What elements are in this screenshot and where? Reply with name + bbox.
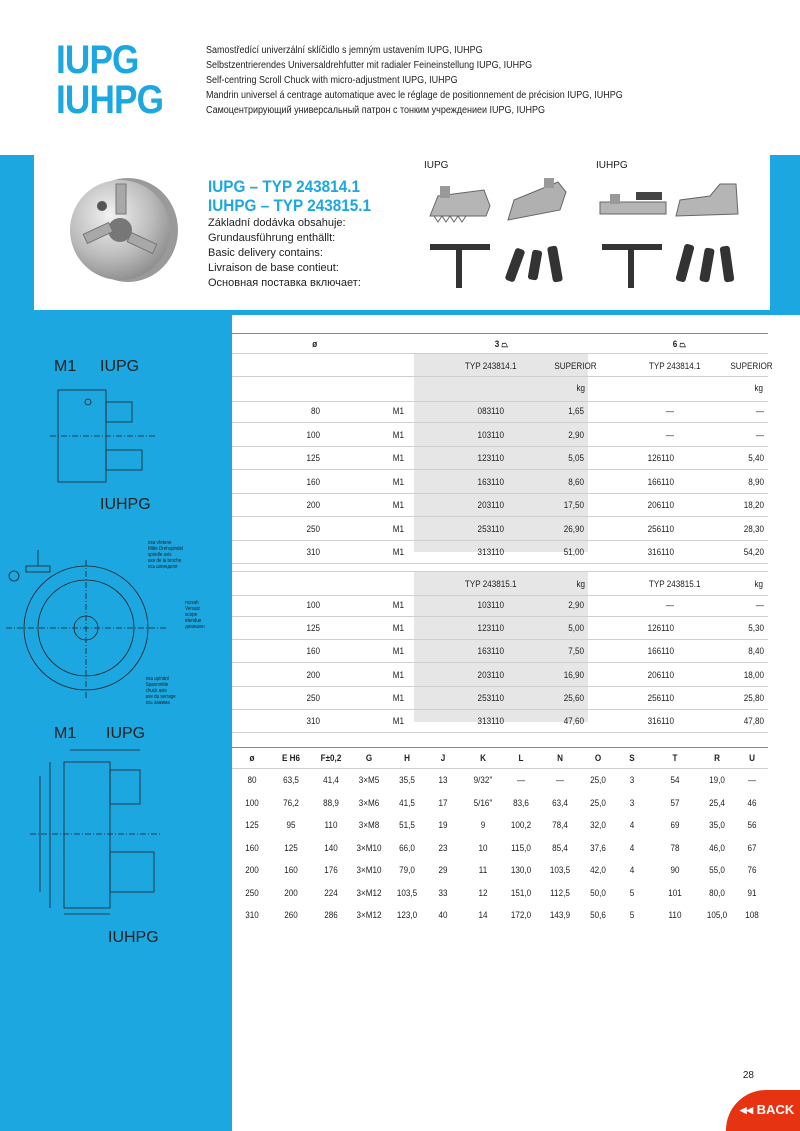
note-line: Versatz: [185, 606, 201, 612]
table3-col-header: J: [440, 753, 446, 763]
note-line: диапазон: [185, 624, 205, 630]
table-cell: —: [755, 429, 764, 440]
table-cell: 25,60: [563, 692, 584, 703]
note-line: rozsah: [185, 600, 199, 606]
table-cell: 115,0: [511, 842, 531, 853]
table-cell: 56: [747, 820, 757, 830]
section-drawing-2: [20, 742, 170, 920]
row-rule: [232, 639, 768, 640]
table-cell: 46: [747, 797, 757, 808]
table-cell: —: [747, 775, 757, 785]
table-cell: 54: [670, 775, 680, 785]
table-cell: 083110: [477, 406, 504, 416]
table-cell: 42,0: [590, 865, 606, 875]
jaw-photo-iuhpg-2: [670, 176, 744, 232]
table-cell: 313110: [477, 716, 504, 726]
table-cell: —: [555, 775, 565, 785]
note-scope: [185, 600, 205, 630]
table-cell: —: [665, 406, 674, 416]
table-cell: M1: [392, 523, 404, 534]
table-cell: 13: [438, 775, 448, 785]
table-cell: 55,0: [709, 865, 725, 875]
jaw-photo-iupg-2: [500, 176, 574, 232]
col-6-jaw: 6 ⏢: [672, 339, 686, 349]
table3-col-header: R: [714, 753, 720, 763]
description-en: Self-centring Scroll Chuck with micro-adjustment IUPG, IUHPG: [206, 75, 458, 86]
table-cell: 37,6: [590, 842, 606, 853]
table-cell: 46,0: [709, 842, 725, 853]
side-label-m1: M1: [54, 358, 77, 375]
table-cell: 140: [324, 842, 338, 853]
rule: [232, 595, 768, 596]
table-cell: 18,20: [743, 500, 764, 510]
table-cell: 25,4: [709, 797, 725, 808]
unit-kg2: kg: [754, 383, 764, 393]
table-cell: 4: [629, 865, 635, 875]
table-cell: 63,5: [283, 775, 299, 785]
t2-sub-typ2: TYP 243815.1: [648, 579, 701, 589]
screws-photo-iupg: [500, 236, 574, 292]
table-cell: 5/16": [473, 797, 493, 808]
col-6-label: 6: [672, 339, 678, 349]
chuck-photo: [62, 170, 182, 290]
table-cell: 313110: [477, 547, 504, 557]
table-cell: —: [516, 775, 526, 785]
table-cell: 163110: [477, 476, 504, 487]
table-cell: 88,9: [323, 797, 339, 808]
t2-sub-typ1: TYP 243815.1: [464, 579, 517, 589]
delivery-line: Livraison de base contieut:: [208, 262, 339, 274]
table-cell: 123110: [477, 453, 504, 463]
table-cell: 200: [306, 500, 320, 510]
note-line: scope: [185, 612, 198, 618]
table-cell: 160: [306, 476, 320, 487]
table-cell: 200: [284, 887, 298, 898]
unit-kg1: kg: [576, 383, 586, 393]
table-cell: 5,00: [568, 623, 584, 634]
table-cell: 51,00: [563, 547, 584, 557]
table-cell: 4: [629, 842, 635, 853]
table-cell: 250: [306, 523, 320, 534]
table3-col-header: L: [518, 753, 524, 763]
sub-typ1: TYP 243814.1: [464, 361, 517, 371]
table-cell: 40: [438, 910, 448, 920]
table-cell: 253110: [477, 692, 504, 703]
table-cell: M1: [392, 429, 404, 440]
table-cell: 8,40: [748, 646, 764, 657]
table-cell: 76: [747, 865, 757, 875]
table-cell: 26,90: [563, 523, 584, 534]
table-cell: 50,6: [590, 910, 606, 920]
table-cell: 316110: [647, 716, 674, 726]
table-cell: 2,90: [568, 600, 584, 610]
table-cell: 35,0: [709, 820, 725, 830]
table-cell: 110: [668, 910, 682, 920]
table-cell: 125: [245, 820, 259, 830]
table-cell: 10: [478, 842, 488, 853]
table-cell: 3×M10: [356, 865, 382, 875]
table-cell: 166110: [647, 646, 674, 657]
table-cell: 103,5: [396, 887, 418, 898]
page-number: 28: [742, 1070, 754, 1081]
col-3-jaw: 3 ⏢: [494, 339, 508, 349]
table-cell: 200: [306, 669, 320, 680]
note-line: axe de la broche: [147, 558, 182, 564]
table-cell: 100: [306, 600, 320, 610]
delivery-contents-text: [208, 216, 361, 291]
note-spindle-axis: [148, 540, 183, 570]
table-cell: 5: [629, 887, 635, 898]
table-cell: 286: [324, 910, 338, 920]
table-cell: 108: [745, 910, 759, 920]
table-cell: 103110: [477, 429, 504, 440]
side-label-m1-2: M1: [54, 725, 77, 742]
key-photo-iupg: [424, 236, 498, 292]
table-cell: 5,30: [748, 623, 764, 634]
table-cell: 310: [245, 910, 259, 920]
table-cell: 63,4: [552, 797, 568, 808]
note-line: ось зажима: [145, 700, 170, 706]
back-label: BACK: [756, 1102, 795, 1117]
table-cell: 260: [284, 910, 298, 920]
table-cell: 4: [629, 820, 635, 830]
table3-rule: [232, 747, 768, 748]
note-line: osa upínání: [145, 676, 170, 682]
table-cell: 14: [478, 910, 488, 920]
note-line: chuck axis: [145, 688, 167, 694]
table-cell: 51,5: [399, 820, 415, 830]
row-rule: [232, 732, 768, 733]
table-cell: 160: [306, 646, 320, 657]
table-cell: M1: [392, 500, 404, 510]
table-cell: 203110: [477, 500, 504, 510]
table-cell: 160: [284, 865, 298, 875]
table-cell: 76,2: [283, 797, 299, 808]
table3-col-header: F±0,2: [320, 753, 342, 763]
description-ru: Самоцентрирующий универсальный патрон с тонким учреждениеи IUPG, IUHPG: [206, 105, 546, 116]
key-photo-iuhpg: [596, 236, 670, 292]
description-block: [206, 43, 623, 118]
table-cell: 206110: [647, 669, 674, 680]
note-chuck-axis: [146, 676, 176, 706]
screws-photo-iuhpg: [670, 236, 744, 292]
label-iuhpg-images: IUHPG: [596, 160, 628, 171]
table-cell: 112,5: [550, 887, 570, 898]
table-cell: 69: [670, 820, 680, 830]
table3-col-header: U: [749, 753, 755, 763]
side-label-iupg-2: IUPG: [106, 725, 146, 742]
note-line: ось шпинделя: [147, 564, 178, 570]
table-cell: 200: [245, 865, 259, 875]
table-cell: 100: [245, 797, 259, 808]
delivery-line: Základní dodávka obsahuje:: [208, 217, 346, 229]
row-rule: [232, 686, 768, 687]
sub-superior1: SUPERIOR: [554, 361, 597, 371]
description-fr: Mandrin universel á centrage automatique avec le réglage de positionnement de précision IUPG, IUHPG: [206, 90, 623, 101]
note-line: Mitte Drehspindel: [147, 546, 183, 552]
delivery-line: Основная поставка включает:: [208, 277, 361, 289]
table-cell: 310: [306, 716, 320, 726]
table-cell: 19,0: [709, 775, 725, 785]
label-iupg-images: IUPG: [424, 160, 449, 171]
table-cell: M1: [392, 406, 404, 416]
table-cell: 41,4: [323, 775, 339, 785]
table-cell: 29: [438, 865, 448, 875]
table-cell: —: [755, 600, 764, 610]
table3-col-header: O: [594, 753, 602, 763]
table-cell: 2,90: [568, 429, 584, 440]
table-cell: 166110: [647, 476, 674, 487]
table-cell: 78,4: [552, 820, 568, 830]
table3-col-header: S: [629, 753, 635, 763]
table-cell: 66,0: [399, 842, 415, 853]
table-cell: 224: [324, 887, 338, 898]
table-cell: 5,05: [568, 453, 584, 463]
table-cell: 32,0: [590, 820, 606, 830]
table-cell: 33: [438, 887, 448, 898]
table-cell: 79,0: [399, 865, 415, 875]
table-cell: 125: [284, 842, 298, 853]
note-line: axe du serrage: [145, 694, 176, 700]
table-cell: 57: [670, 797, 680, 808]
box-title-iupg: IUPG – TYP 243814.1: [208, 177, 360, 196]
table-cell: 3×M10: [356, 842, 382, 853]
row-rule: [232, 493, 768, 494]
rule: [232, 768, 768, 769]
table-cell: 316110: [647, 547, 674, 557]
table-cell: M1: [392, 646, 404, 657]
table-cell: 12: [478, 887, 488, 898]
table-cell: 95: [286, 820, 296, 830]
table-cell: M1: [392, 716, 404, 726]
rule: [232, 376, 768, 377]
table-cell: 18,00: [743, 669, 764, 680]
table-cell: 123,0: [396, 910, 418, 920]
delivery-line: Grundausführung enthällt:: [208, 232, 336, 244]
table-cell: 250: [245, 887, 259, 898]
table-cell: 3×M6: [358, 797, 380, 808]
table-cell: 250: [306, 692, 320, 703]
table-cell: 80: [310, 406, 320, 416]
table-cell: 310: [306, 547, 320, 557]
table-cell: 3: [629, 775, 635, 785]
table-cell: 256110: [647, 692, 674, 703]
jaw-photo-iupg-1: [424, 176, 498, 232]
title-iuhpg: IUHPG: [56, 78, 164, 122]
table-cell: 17,50: [563, 500, 584, 510]
table-cell: 41,5: [399, 797, 415, 808]
table-cell: 9/32": [473, 775, 493, 785]
table-cell: 25,0: [590, 775, 606, 785]
table3-col-header: K: [480, 753, 486, 763]
table-cell: 67: [747, 842, 757, 853]
table-cell: 1,65: [568, 406, 584, 416]
note-line: étendue: [185, 618, 202, 624]
note-line: spindle axis: [147, 552, 172, 558]
side-label-iupg: IUPG: [100, 358, 140, 375]
title-iupg: IUPG: [56, 38, 139, 82]
table3-col-header: T: [672, 753, 678, 763]
table-cell: 126110: [647, 623, 674, 634]
table-cell: 83,6: [513, 797, 529, 808]
delivery-line: Basic delivery contains:: [208, 247, 323, 259]
sub-superior2: SUPERIOR: [730, 361, 773, 371]
table-cell: 8,90: [748, 476, 764, 487]
table-cell: M1: [392, 476, 404, 487]
row-rule: [232, 422, 768, 423]
box-title-iuhpg: IUHPG – TYP 243815.1: [208, 196, 372, 215]
table-cell: 80,0: [709, 887, 725, 898]
table-cell: 28,30: [743, 523, 764, 534]
table3-col-header: E H6: [281, 753, 300, 763]
row-rule: [232, 662, 768, 663]
table-cell: M1: [392, 600, 404, 610]
col-3-label: 3: [494, 339, 500, 349]
table-cell: 105,0: [706, 910, 728, 920]
table-cell: 253110: [477, 523, 504, 534]
table-cell: 125: [306, 453, 320, 463]
table-cell: 151,0: [510, 887, 532, 898]
table-cell: 17: [438, 797, 448, 808]
table-cell: 110: [324, 820, 338, 830]
table-cell: 130,0: [510, 865, 532, 875]
table3-col-header: G: [365, 753, 373, 763]
table-cell: 47,60: [563, 716, 584, 726]
table-cell: 25,80: [743, 692, 764, 703]
table-cell: 101: [668, 887, 682, 898]
table-cell: 103,5: [549, 865, 571, 875]
table-cell: 163110: [477, 646, 504, 657]
description-cz: Samostředící univerzální sklíčidlo s jemným ustavením IUPG, IUHPG: [206, 45, 483, 56]
description-de: Selbstzentrierendes Universaldrehfutter mit radialer Feineinstellung IUPG, IUHPG: [206, 60, 533, 71]
t2-unit-kg2: kg: [754, 579, 764, 589]
table3-col-header: N: [557, 753, 563, 763]
table-cell: 100,2: [510, 820, 532, 830]
table-cell: 5: [629, 910, 635, 920]
table-cell: 203110: [477, 669, 504, 680]
table-cell: 50,0: [590, 887, 606, 898]
table-cell: 23: [438, 842, 448, 853]
side-label-iuhpg: IUHPG: [100, 496, 151, 513]
table-cell: 5,40: [748, 453, 764, 463]
table-cell: 143,9: [549, 910, 571, 920]
row-rule: [232, 469, 768, 470]
note-line: osa vřetene: [147, 540, 172, 546]
table-cell: 3: [629, 797, 635, 808]
table-cell: M1: [392, 453, 404, 463]
table-cell: 16,90: [563, 669, 584, 680]
section-drawing-1: [48, 380, 158, 492]
table-cell: 256110: [647, 523, 674, 534]
table-cell: 7,50: [568, 646, 584, 657]
col-diameter: ø: [312, 339, 318, 349]
table-cell: 11: [478, 865, 488, 875]
table-cell: 47,80: [743, 716, 764, 726]
table-cell: 176: [324, 865, 338, 875]
table-cell: 100: [306, 429, 320, 440]
back-button[interactable]: ◂◂ BACK: [726, 1090, 800, 1131]
row-rule: [232, 516, 768, 517]
note-line: Spannmitte: [145, 682, 169, 688]
table3-col-header: ø: [249, 753, 255, 763]
table-cell: M1: [392, 692, 404, 703]
table-cell: 8,60: [568, 476, 584, 487]
row-rule: [232, 563, 768, 564]
table-cell: 19: [438, 820, 448, 830]
table-cell: 103110: [477, 600, 504, 610]
sub-typ2: TYP 243814.1: [648, 361, 701, 371]
table-cell: M1: [392, 669, 404, 680]
table-cell: 125: [306, 623, 320, 634]
table-cell: 78: [670, 842, 680, 853]
table-cell: 160: [245, 842, 259, 853]
table-cell: 91: [747, 887, 757, 898]
table-cell: M1: [392, 623, 404, 634]
row-rule: [232, 616, 768, 617]
table1-rule: [232, 333, 768, 334]
table-cell: 85,4: [552, 842, 568, 853]
table-cell: 80: [247, 775, 257, 785]
table-cell: 90: [670, 865, 680, 875]
row-rule: [232, 540, 768, 541]
table-cell: 172,0: [510, 910, 532, 920]
table-cell: 3×M12: [356, 910, 382, 920]
table-cell: 9: [480, 820, 486, 830]
jaw-photo-iuhpg-1: [596, 176, 670, 232]
table-cell: 3×M5: [358, 775, 380, 785]
table-cell: 123110: [477, 623, 504, 634]
table-cell: —: [665, 600, 674, 610]
row-rule: [232, 446, 768, 447]
table-cell: 25,0: [590, 797, 606, 808]
table-cell: M1: [392, 547, 404, 557]
table-cell: 206110: [647, 500, 674, 510]
row-rule: [232, 709, 768, 710]
table-cell: 3×M8: [358, 820, 380, 830]
table-cell: —: [665, 429, 674, 440]
table-cell: 35,5: [399, 775, 415, 785]
t2-unit-kg1: kg: [576, 579, 586, 589]
side-label-iuhpg-2: IUHPG: [108, 929, 159, 946]
table-cell: 126110: [647, 453, 674, 463]
table3-col-header: H: [404, 753, 410, 763]
table-cell: —: [755, 406, 764, 416]
table-cell: 54,20: [743, 547, 764, 557]
table-cell: 3×M12: [356, 887, 382, 898]
